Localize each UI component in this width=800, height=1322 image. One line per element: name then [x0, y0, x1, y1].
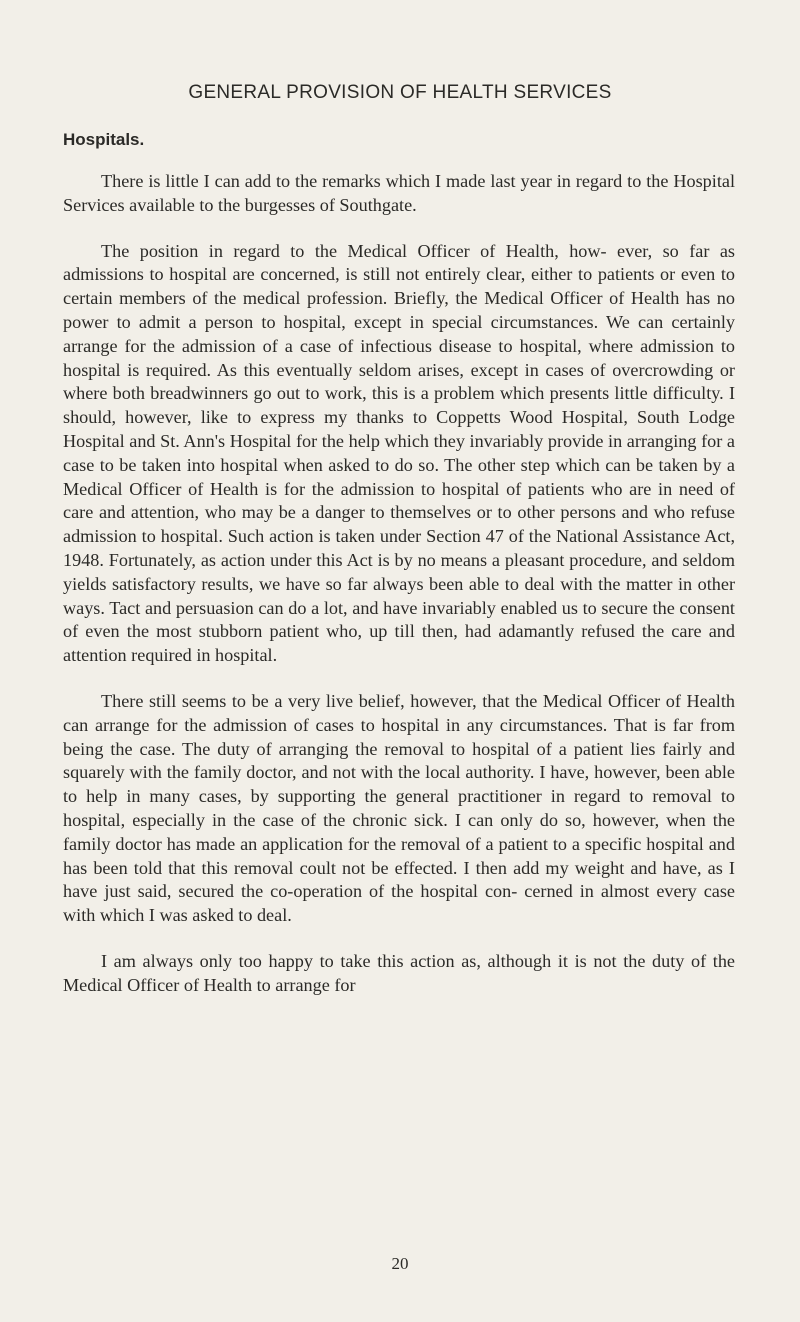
- paragraph: I am always only too happy to take this action as, although it is not the duty of the Medical Officer of Health to arrange for: [63, 950, 735, 995]
- section-heading: Hospitals.: [63, 130, 145, 149]
- paragraph: There still seems to be a very live belief, however, that the Medical Officer of Health can arrange for the admission of cases to hospital in any circumstances. That is far from being the case. The duty of arranging the removal to hospital of a patient lies fairly and squarely with the family doctor, and not with the local authority. I have, however, been able to help in many cases, by supporting the general practitioner in regard to removal to hospital, especially in the case of the chronic sick. I can only do so, however, when the family doctor has made an application for the removal of a patient to a specific hospital and has been told that this removal coult not be effected. I then add my weight and have, as I have just said, secured the co-operation of the hospital con- cerned in almost every case with which I was asked to deal.: [63, 690, 735, 926]
- page-number: 20: [391, 1254, 409, 1273]
- paragraph: There is little I can add to the remarks which I made last year in regard to the Hospital Services available to the burgesses of Southgate.: [63, 171, 735, 215]
- body-text: [63, 170, 735, 1020]
- page-title: GENERAL PROVISION OF HEALTH SERVICES: [188, 82, 612, 103]
- paragraph: The position in regard to the Medical Officer of Health, how- ever, so far as admissions to hospital are concerned, is still not entirely clear, either to patients or even to certain members of the medical profession. Briefly, the Medical Officer of Health has no power to admit a person to hospital, except in special circumstances. We can certainly arrange for the admission of a case of infectious disease to hospital, where admission to hospital is required. As this eventually seldom arises, except in cases of overcrowding or where both breadwinners go out to work, this is a problem which presents little difficulty. I should, however, like to express my thanks to Coppetts Wood Hospital, South Lodge Hospital and St. Ann's Hospital for the help which they invariably provide in arranging for a case to be taken into hospital when asked to do so. The other step which can be taken by a Medical Officer of Health is for the admission to hospital of patients who are in need of care and attention, who may be a danger to themselves or to other persons and who refuse admission to hospital. Such action is taken under Section 47 of the National Assistance Act, 1948. Fortunately, as action under this Act is by no means a pleasant procedure, and seldom yields satisfactory results, we have so far always been able to deal with the matter in other ways. Tact and persuasion can do a lot, and have invariably enabled us to secure the consent of even the most stubborn patient who, up till then, had adamantly refused the care and attention required in hospital.: [63, 240, 735, 666]
